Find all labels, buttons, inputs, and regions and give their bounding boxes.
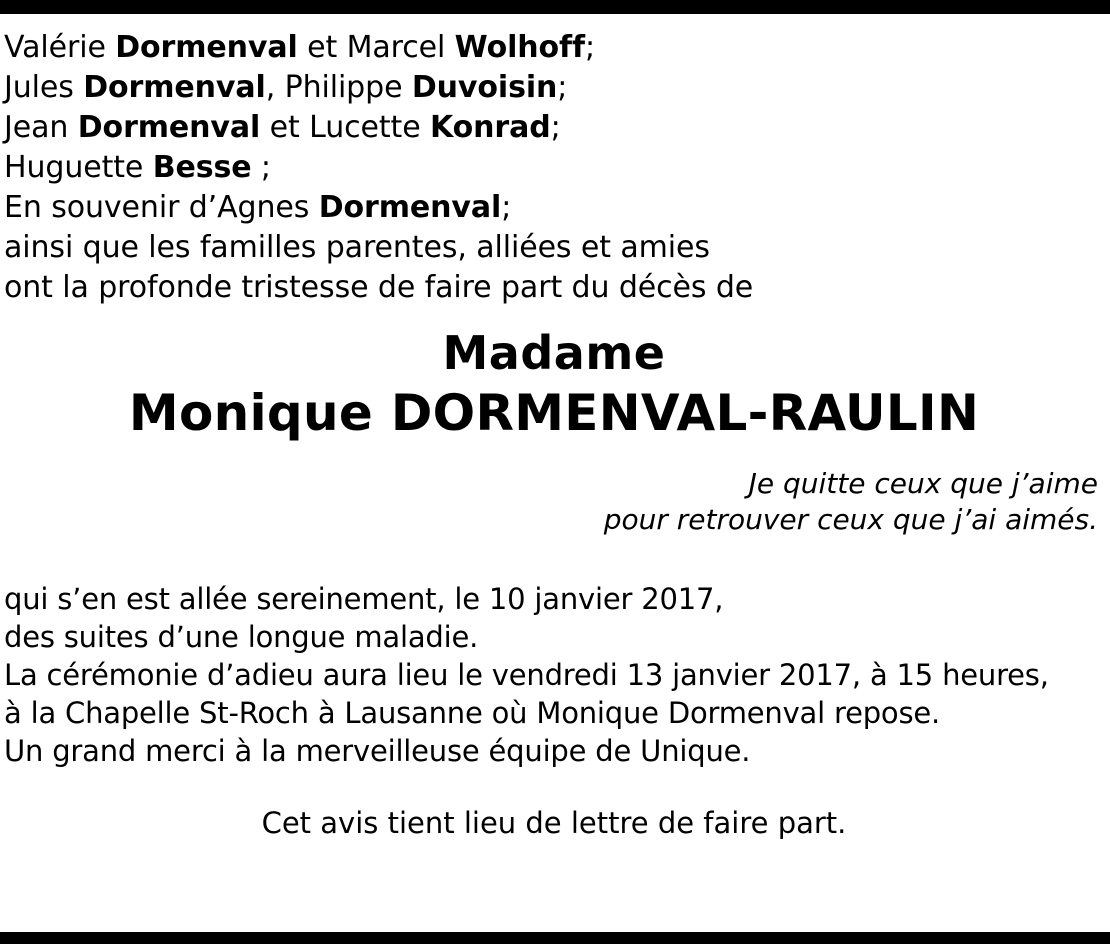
family-text: Valérie <box>4 30 116 65</box>
family-text: Huguette <box>4 150 153 185</box>
ceremony-details <box>4 580 1104 770</box>
epitaph-line: Je quitte ceux que j’aime <box>748 467 1098 500</box>
detail-line: des suites d’une longue maladie. <box>4 620 479 654</box>
bottom-rule <box>0 932 1110 944</box>
family-surname: Wolhoff <box>454 30 585 65</box>
epitaph <box>4 466 1104 538</box>
family-text: ; <box>550 110 561 145</box>
family-text: ; <box>501 190 512 225</box>
footer-note: Cet avis tient lieu de lettre de faire part. <box>261 806 847 840</box>
family-text: ainsi que les familles parentes, alliées et amies <box>4 230 710 265</box>
family-surname: Besse <box>152 150 252 185</box>
family-line <box>4 68 1104 108</box>
family-line <box>4 148 1104 188</box>
notice-content <box>0 14 1110 932</box>
deceased-name: Monique DORMENVAL-RAULIN <box>128 384 980 442</box>
family-surname: Dormenval <box>83 70 266 105</box>
detail-line: à la Chapelle St-Roch à Lausanne où Monique Dormenval repose. <box>4 696 941 730</box>
family-text: ; <box>584 30 595 65</box>
family-line <box>4 188 1104 228</box>
family-line <box>4 268 1104 308</box>
family-text: En souvenir d’Agnes <box>4 190 319 225</box>
family-line <box>4 228 1104 268</box>
epitaph-line: pour retrouver ceux que j’ai aimés. <box>603 503 1098 536</box>
family-line <box>4 28 1104 68</box>
family-surname: Dormenval <box>115 30 298 65</box>
family-text: , Philippe <box>265 70 412 105</box>
detail-line: Un grand merci à la merveilleuse équipe de Unique. <box>4 734 751 768</box>
detail-line: qui s’en est allée sereinement, le 10 janvier 2017, <box>4 582 724 616</box>
detail-line: La cérémonie d’adieu aura lieu le vendredi 13 janvier 2017, à 15 heures, <box>4 658 1049 692</box>
family-surname: Dormenval <box>77 110 261 145</box>
family-text: ; <box>557 70 568 105</box>
family-text: Jean <box>4 110 78 145</box>
family-text: ont la profonde tristesse de faire part du décès de <box>4 270 754 305</box>
family-surname: Duvoisin <box>411 70 558 105</box>
family-text: et Lucette <box>260 110 430 145</box>
family-surname: Konrad <box>429 110 551 145</box>
family-list <box>4 28 1104 308</box>
family-text: Jules <box>4 70 84 105</box>
top-rule <box>0 0 1110 14</box>
deceased-block <box>4 324 1104 444</box>
deceased-title: Madame <box>442 326 666 380</box>
family-text: et Marcel <box>297 30 455 65</box>
family-line <box>4 108 1104 148</box>
family-surname: Dormenval <box>318 190 502 225</box>
family-text: ; <box>251 150 271 185</box>
